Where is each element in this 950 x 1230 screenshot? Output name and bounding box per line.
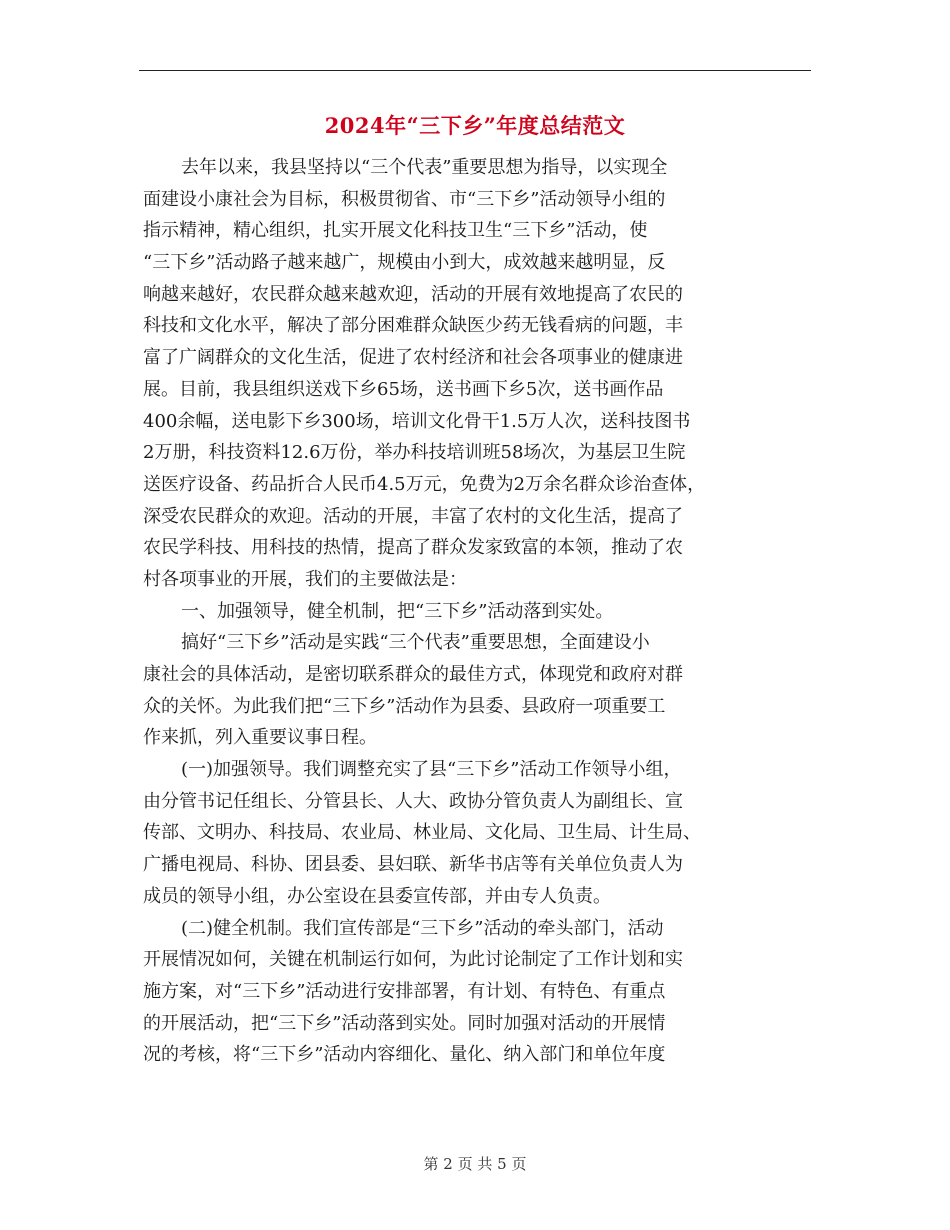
paragraph-line: 响越来越好，农民群众越来越欢迎，活动的开展有效地提高了农民的 <box>143 283 683 305</box>
paragraph-line: 开展情况如何，关键在机制运行如何，为此讨论制定了工作计划和实 <box>143 949 683 971</box>
paragraph-line: 指示精神，精心组织，扎实开展文化科技卫生“三下乡”活动，使 <box>143 220 648 242</box>
paragraph-line: 作来抓，列入重要议事日程。 <box>143 727 377 749</box>
paragraph-line: 富了广阔群众的文化生活，促进了农村经济和社会各项事业的健康进 <box>143 347 683 369</box>
page-footer: 第 2 页 共 5 页 <box>423 1155 527 1173</box>
paragraph-line: 面建设小康社会为目标，积极贯彻省、市“三下乡”活动领导小组的 <box>143 188 666 210</box>
paragraph-first-line: 搞好“三下乡”活动是实践“三个代表”重要思想，全面建设小 <box>181 632 650 654</box>
paragraph-line: “三下乡”活动路子越来越广，规模由小到大，成效越来越明显，反 <box>143 252 666 274</box>
paragraph-line: 广播电视局、科协、团县委、县妇联、新华书店等有关单位负责人为 <box>143 854 683 876</box>
paragraph-line: 成员的领导小组，办公室设在县委宣传部，并由专人负责。 <box>143 885 611 907</box>
paragraph-line: 的开展活动，把“三下乡”活动落到实处。同时加强对活动的开展情 <box>143 1012 666 1034</box>
paragraph-first-line: 去年以来，我县坚持以“三个代表”重要思想为指导，以实现全 <box>181 157 668 178</box>
paragraph-line: 康社会的具体活动，是密切联系群众的最佳方式，体现党和政府对群 <box>143 664 683 685</box>
paragraph-line: 深受农民群众的欢迎。活动的开展，丰富了农村的文化生活，提高了 <box>143 505 683 527</box>
paragraph-line: 送医疗设备、药品折合人民币4.5万元，免费为2万余名群众诊治查体， <box>143 473 706 495</box>
paragraph-first-line: (二)健全机制。我们宣传部是“三下乡”活动的牵头部门，活动 <box>181 917 664 939</box>
header-rule <box>139 70 811 71</box>
paragraph-line: 400余幅，送电影下乡300场，培训文化骨干1.5万人次，送科技图书 <box>143 410 691 432</box>
paragraph-line: 施方案，对“三下乡”活动进行安排部署，有计划、有特色、有重点 <box>143 980 666 1002</box>
paragraph-line: 展。目前，我县组织送戏下乡65场，送书画下乡5次，送书画作品 <box>143 378 664 400</box>
paragraph-line: 科技和文化水平，解决了部分困难群众缺医少药无钱看病的问题，丰 <box>143 315 683 337</box>
paragraph-first-line: 一、加强领导，健全机制，把“三下乡”活动落到实处。 <box>181 600 614 622</box>
paragraph-line: 众的关怀。为此我们把“三下乡”活动作为县委、县政府一项重要工 <box>143 695 666 717</box>
paragraph-line: 2万册，科技资料12.6万份，举办科技培训班58场次，为基层卫生院 <box>143 442 686 464</box>
paragraph-line: 村各项事业的开展，我们的主要做法是： <box>143 568 467 590</box>
document-body <box>143 152 823 1071</box>
paragraph-line: 由分管书记任组长、分管县长、人大、政协分管负责人为副组长、宣 <box>143 790 683 812</box>
document-title: 2024年“三下乡”年度总结范文 <box>324 113 626 138</box>
paragraph-line: 况的考核，将“三下乡”活动内容细化、量化、纳入部门和单位年度 <box>143 1044 666 1066</box>
paragraph-first-line: (一)加强领导。我们调整充实了县“三下乡”活动工作领导小组， <box>181 759 682 781</box>
paragraph-line: 传部、文明办、科技局、农业局、林业局、文化局、卫生局、计生局、 <box>143 822 701 844</box>
paragraph-line: 农民学科技、用科技的热情，提高了群众发家致富的本领，推动了农 <box>143 537 683 559</box>
